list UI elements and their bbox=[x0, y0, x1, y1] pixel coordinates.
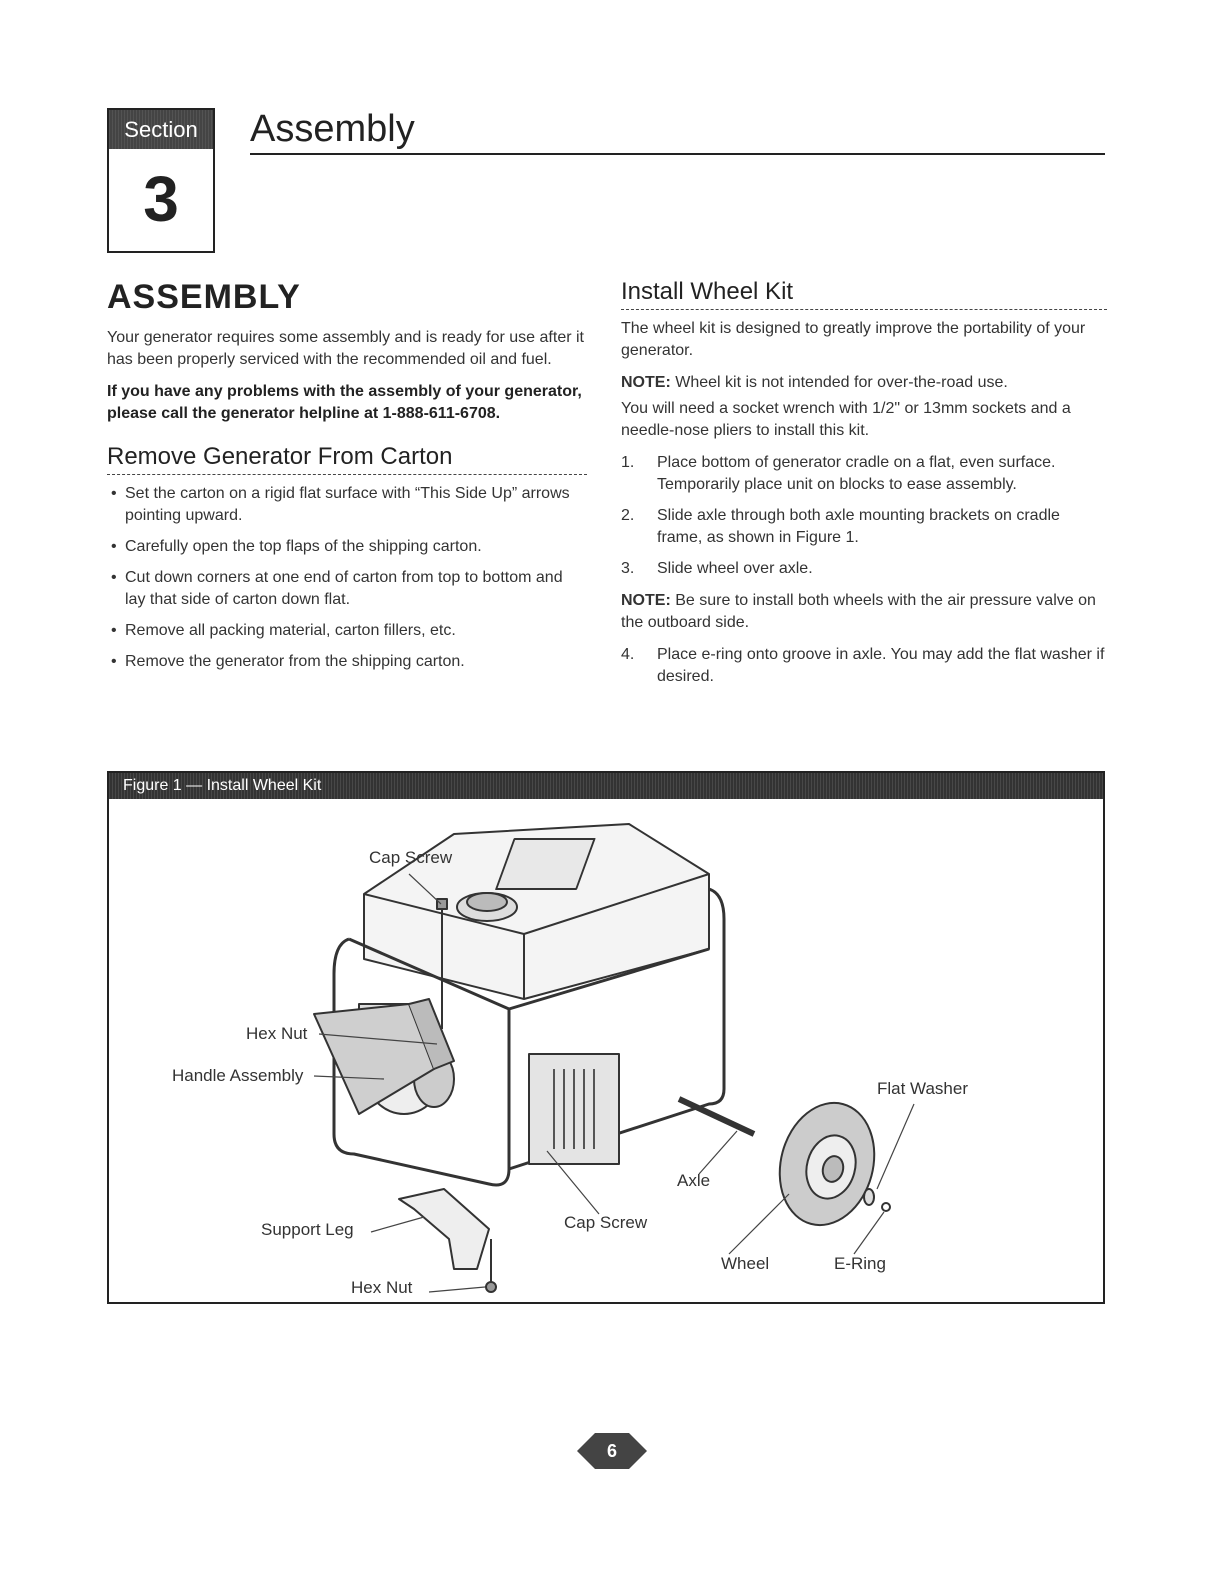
label-cap-screw-bottom: Cap Screw bbox=[564, 1213, 648, 1232]
assembly-intro: Your generator requires some assembly and is ready for use after it has been properly serviced with the recommended oil and fuel. bbox=[107, 329, 584, 368]
note-text: Be sure to install both wheels with the air pressure valve on the outboard side. bbox=[621, 592, 1096, 631]
list-item: • Carefully open the top flaps of the shipping carton. bbox=[107, 536, 587, 558]
label-e-ring: E-Ring bbox=[834, 1254, 886, 1273]
figure-install-wheel-kit bbox=[107, 771, 1105, 1304]
wheel-steps-list-continued bbox=[621, 644, 1107, 688]
step-text: Slide wheel over axle. bbox=[657, 560, 813, 577]
wheel-kit-heading: Install Wheel Kit bbox=[621, 278, 1107, 310]
step-text: Place e-ring onto groove in axle. You may add the flat washer if desired. bbox=[657, 646, 1105, 685]
page-number-badge bbox=[577, 1433, 647, 1469]
note-text: Wheel kit is not intended for over-the-road use. bbox=[670, 374, 1008, 391]
label-wheel: Wheel bbox=[721, 1254, 770, 1273]
figure-caption: Figure 1 — Install Wheel Kit bbox=[109, 773, 1103, 799]
section-number: 3 bbox=[143, 163, 179, 235]
list-item: • Remove the generator from the shipping carton. bbox=[107, 651, 587, 673]
note-over-road bbox=[621, 372, 1107, 394]
step-text: Place bottom of generator cradle on a flat, even surface. Temporarily place unit on blocks to ease assembly. bbox=[657, 454, 1056, 493]
label-handle-assembly: Handle Assembly bbox=[172, 1066, 304, 1085]
page-title: Assembly bbox=[250, 108, 415, 150]
note-valve bbox=[621, 590, 1107, 634]
step-number: 3. bbox=[621, 560, 635, 577]
wheel-steps-list bbox=[621, 452, 1107, 580]
label-axle: Axle bbox=[677, 1171, 711, 1190]
list-item: • Remove all packing material, carton fillers, etc. bbox=[107, 620, 587, 642]
section-tab-label: Section bbox=[109, 110, 213, 149]
assembly-heading: ASSEMBLY bbox=[107, 278, 301, 316]
label-support-leg: Support Leg bbox=[261, 1220, 354, 1239]
wheel-kit-intro: The wheel kit is designed to greatly improve the portability of your generator. bbox=[621, 320, 1086, 359]
label-hex-nut-bottom: Hex Nut bbox=[351, 1278, 413, 1297]
carton-steps-list bbox=[107, 483, 587, 673]
left-column bbox=[107, 278, 587, 682]
tools-needed: You will need a socket wrench with 1/2" or 13mm sockets and a needle-nose pliers to install this kit. bbox=[621, 400, 1071, 439]
list-item bbox=[621, 505, 1107, 549]
step-number: 2. bbox=[621, 507, 635, 524]
list-item: • Set the carton on a rigid flat surface with “This Side Up” arrows pointing upward. bbox=[107, 483, 587, 527]
step-number: 1. bbox=[621, 454, 635, 471]
title-rule bbox=[250, 153, 1105, 155]
step-text: Slide axle through both axle mounting brackets on cradle frame, as shown in Figure 1. bbox=[657, 507, 1060, 546]
remove-carton-heading: Remove Generator From Carton bbox=[107, 443, 587, 475]
section-badge bbox=[107, 108, 215, 253]
page-number: 6 bbox=[606, 1441, 617, 1461]
note-label: NOTE: bbox=[621, 374, 671, 391]
list-item bbox=[621, 644, 1107, 688]
label-flat-washer: Flat Washer bbox=[877, 1079, 969, 1098]
label-hex-nut-top: Hex Nut bbox=[246, 1024, 308, 1043]
helpline-text: If you have any problems with the assembly of your generator, please call the generator helpline at 1-888-611-6708. bbox=[107, 383, 582, 422]
note-label: NOTE: bbox=[621, 592, 671, 609]
label-cap-screw-top: Cap Screw bbox=[369, 848, 453, 867]
step-number: 4. bbox=[621, 646, 635, 663]
list-item bbox=[621, 558, 1107, 580]
list-item bbox=[621, 452, 1107, 496]
right-column bbox=[621, 278, 1107, 698]
list-item: • Cut down corners at one end of carton from top to bottom and lay that side of carton down flat. bbox=[107, 567, 587, 611]
